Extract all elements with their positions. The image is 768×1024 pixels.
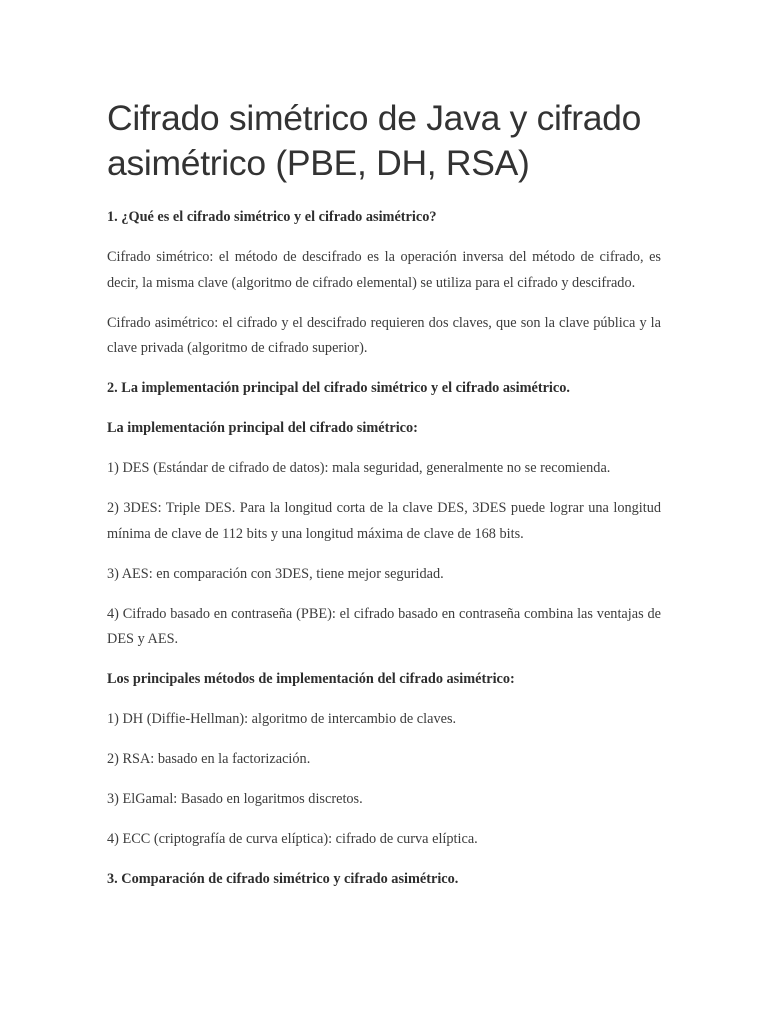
paragraph-symmetric: Cifrado simétrico: el método de descifrado es la operación inversa del método de cifrado, es decir, la misma clave (algoritmo de cifrado elemental) se utiliza para el cifrado y descifrado. [107,249,661,291]
document-title: Cifrado simétrico de Java y cifrado asimétrico (PBE, DH, RSA) [107,98,642,183]
paragraph-asymmetric: Cifrado asimétrico: el cifrado y el descifrado requieren dos claves, que son la clave pública y la clave privada (algoritmo de cifrado superior). [107,314,661,356]
subheading-asymmetric-implementation: Los principales métodos de implementación del cifrado asimétrico: [107,671,515,687]
list-item: 3) AES: en comparación con 3DES, tiene mejor seguridad. [107,565,444,582]
list-item: 1) DH (Diffie-Hellman): algoritmo de intercambio de claves. [107,711,457,727]
section-heading-3: 3. Comparación de cifrado simétrico y cifrado asimétrico. [107,871,459,887]
list-item: 4) ECC (criptografía de curva elíptica): cifrado de curva elíptica. [107,831,478,847]
list-item: 3) ElGamal: Basado en logaritmos discretos. [107,791,363,807]
list-item: 4) Cifrado basado en contraseña (PBE): el cifrado basado en contraseña combina las ventajas de DES y AES. [107,605,661,647]
document-page [107,96,661,893]
subheading-symmetric-implementation: La implementación principal del cifrado simétrico: [107,420,418,436]
section-heading-1: 1. ¿Qué es el cifrado simétrico y el cifrado asimétrico? [107,209,437,225]
list-item: 2) 3DES: Triple DES. Para la longitud corta de la clave DES, 3DES puede lograr una longitud mínima de clave de 112 bits y una longitud máxima de clave de 168 bits. [107,500,661,542]
list-item: 2) RSA: basado en la factorización. [107,751,311,767]
list-item: 1) DES (Estándar de cifrado de datos): mala seguridad, generalmente no se recomienda. [107,460,611,476]
section-heading-2: 2. La implementación principal del cifrado simétrico y el cifrado asimétrico. [107,380,570,396]
